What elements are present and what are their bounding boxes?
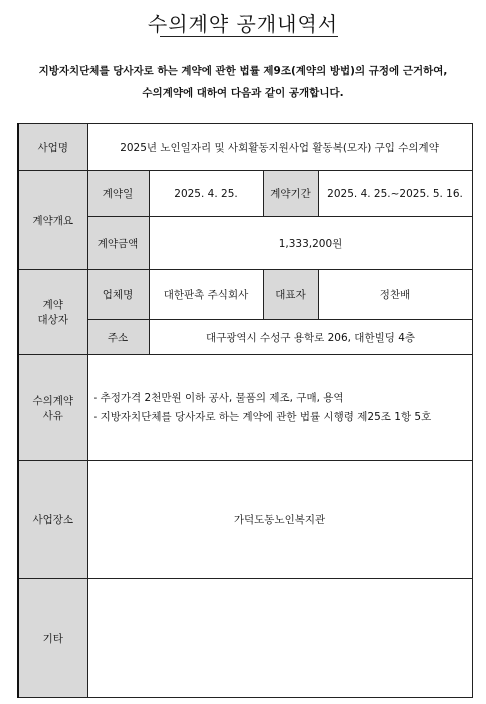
title-underline: [160, 36, 338, 37]
project-label: 사업명: [18, 124, 87, 171]
contract-period-label: 계약기간: [263, 171, 318, 217]
reason-item-2: - 지방자치단체를 당사자로 하는 계약에 관한 법률 시행령 제25조 1항 5호: [93, 410, 432, 423]
intro-text: [20, 60, 466, 104]
address-value: 대구광역시 수성구 용학로 206, 대한빌딩 4층: [149, 320, 472, 355]
contract-table: [17, 123, 473, 698]
contract-amount-value: 1,333,200원: [149, 217, 472, 270]
ceo-value: 정찬배: [318, 270, 472, 320]
project-value: 2025년 노인일자리 및 사회활동지원사업 활동복(모자) 구입 수의계약: [87, 124, 472, 171]
site-value: 가덕도동노인복지관: [87, 461, 472, 579]
etc-value: [87, 579, 472, 698]
reason-label: [18, 355, 87, 461]
party-label-line-2: 대상자: [37, 314, 68, 326]
etc-label: 기타: [18, 579, 87, 698]
page-title: 수의계약 공개내역서: [147, 12, 339, 36]
intro-line-2: 수의계약에 대하여 다음과 같이 공개합니다.: [142, 87, 344, 99]
company-label: 업체명: [87, 270, 149, 320]
party-label-line-1: 계약: [42, 299, 63, 311]
contract-date-value: 2025. 4. 25.: [149, 171, 263, 217]
contract-period-value: 2025. 4. 25.~2025. 5. 16.: [318, 171, 472, 217]
contract-date-label: 계약일: [87, 171, 149, 217]
reason-item-1: - 추정가격 2천만원 이하 공사, 물품의 제조, 구매, 용역: [93, 391, 344, 404]
reason-label-line-1: 수의계약: [32, 394, 74, 407]
party-label: [18, 270, 87, 355]
address-label: 주소: [87, 320, 149, 355]
ceo-label: 대표자: [263, 270, 318, 320]
overview-label: 계약개요: [18, 171, 87, 270]
reason-label-line-2: 사유: [42, 409, 63, 422]
site-label: 사업장소: [18, 461, 87, 579]
intro-line-1: 지방자치단체를 당사자로 하는 계약에 관한 법률 제9조(계약의 방법)의 규정에 근거하여,: [38, 65, 448, 77]
reason-value: [87, 355, 472, 461]
contract-amount-label: 계약금액: [87, 217, 149, 270]
company-value: 대한판촉 주식회사: [149, 270, 263, 320]
